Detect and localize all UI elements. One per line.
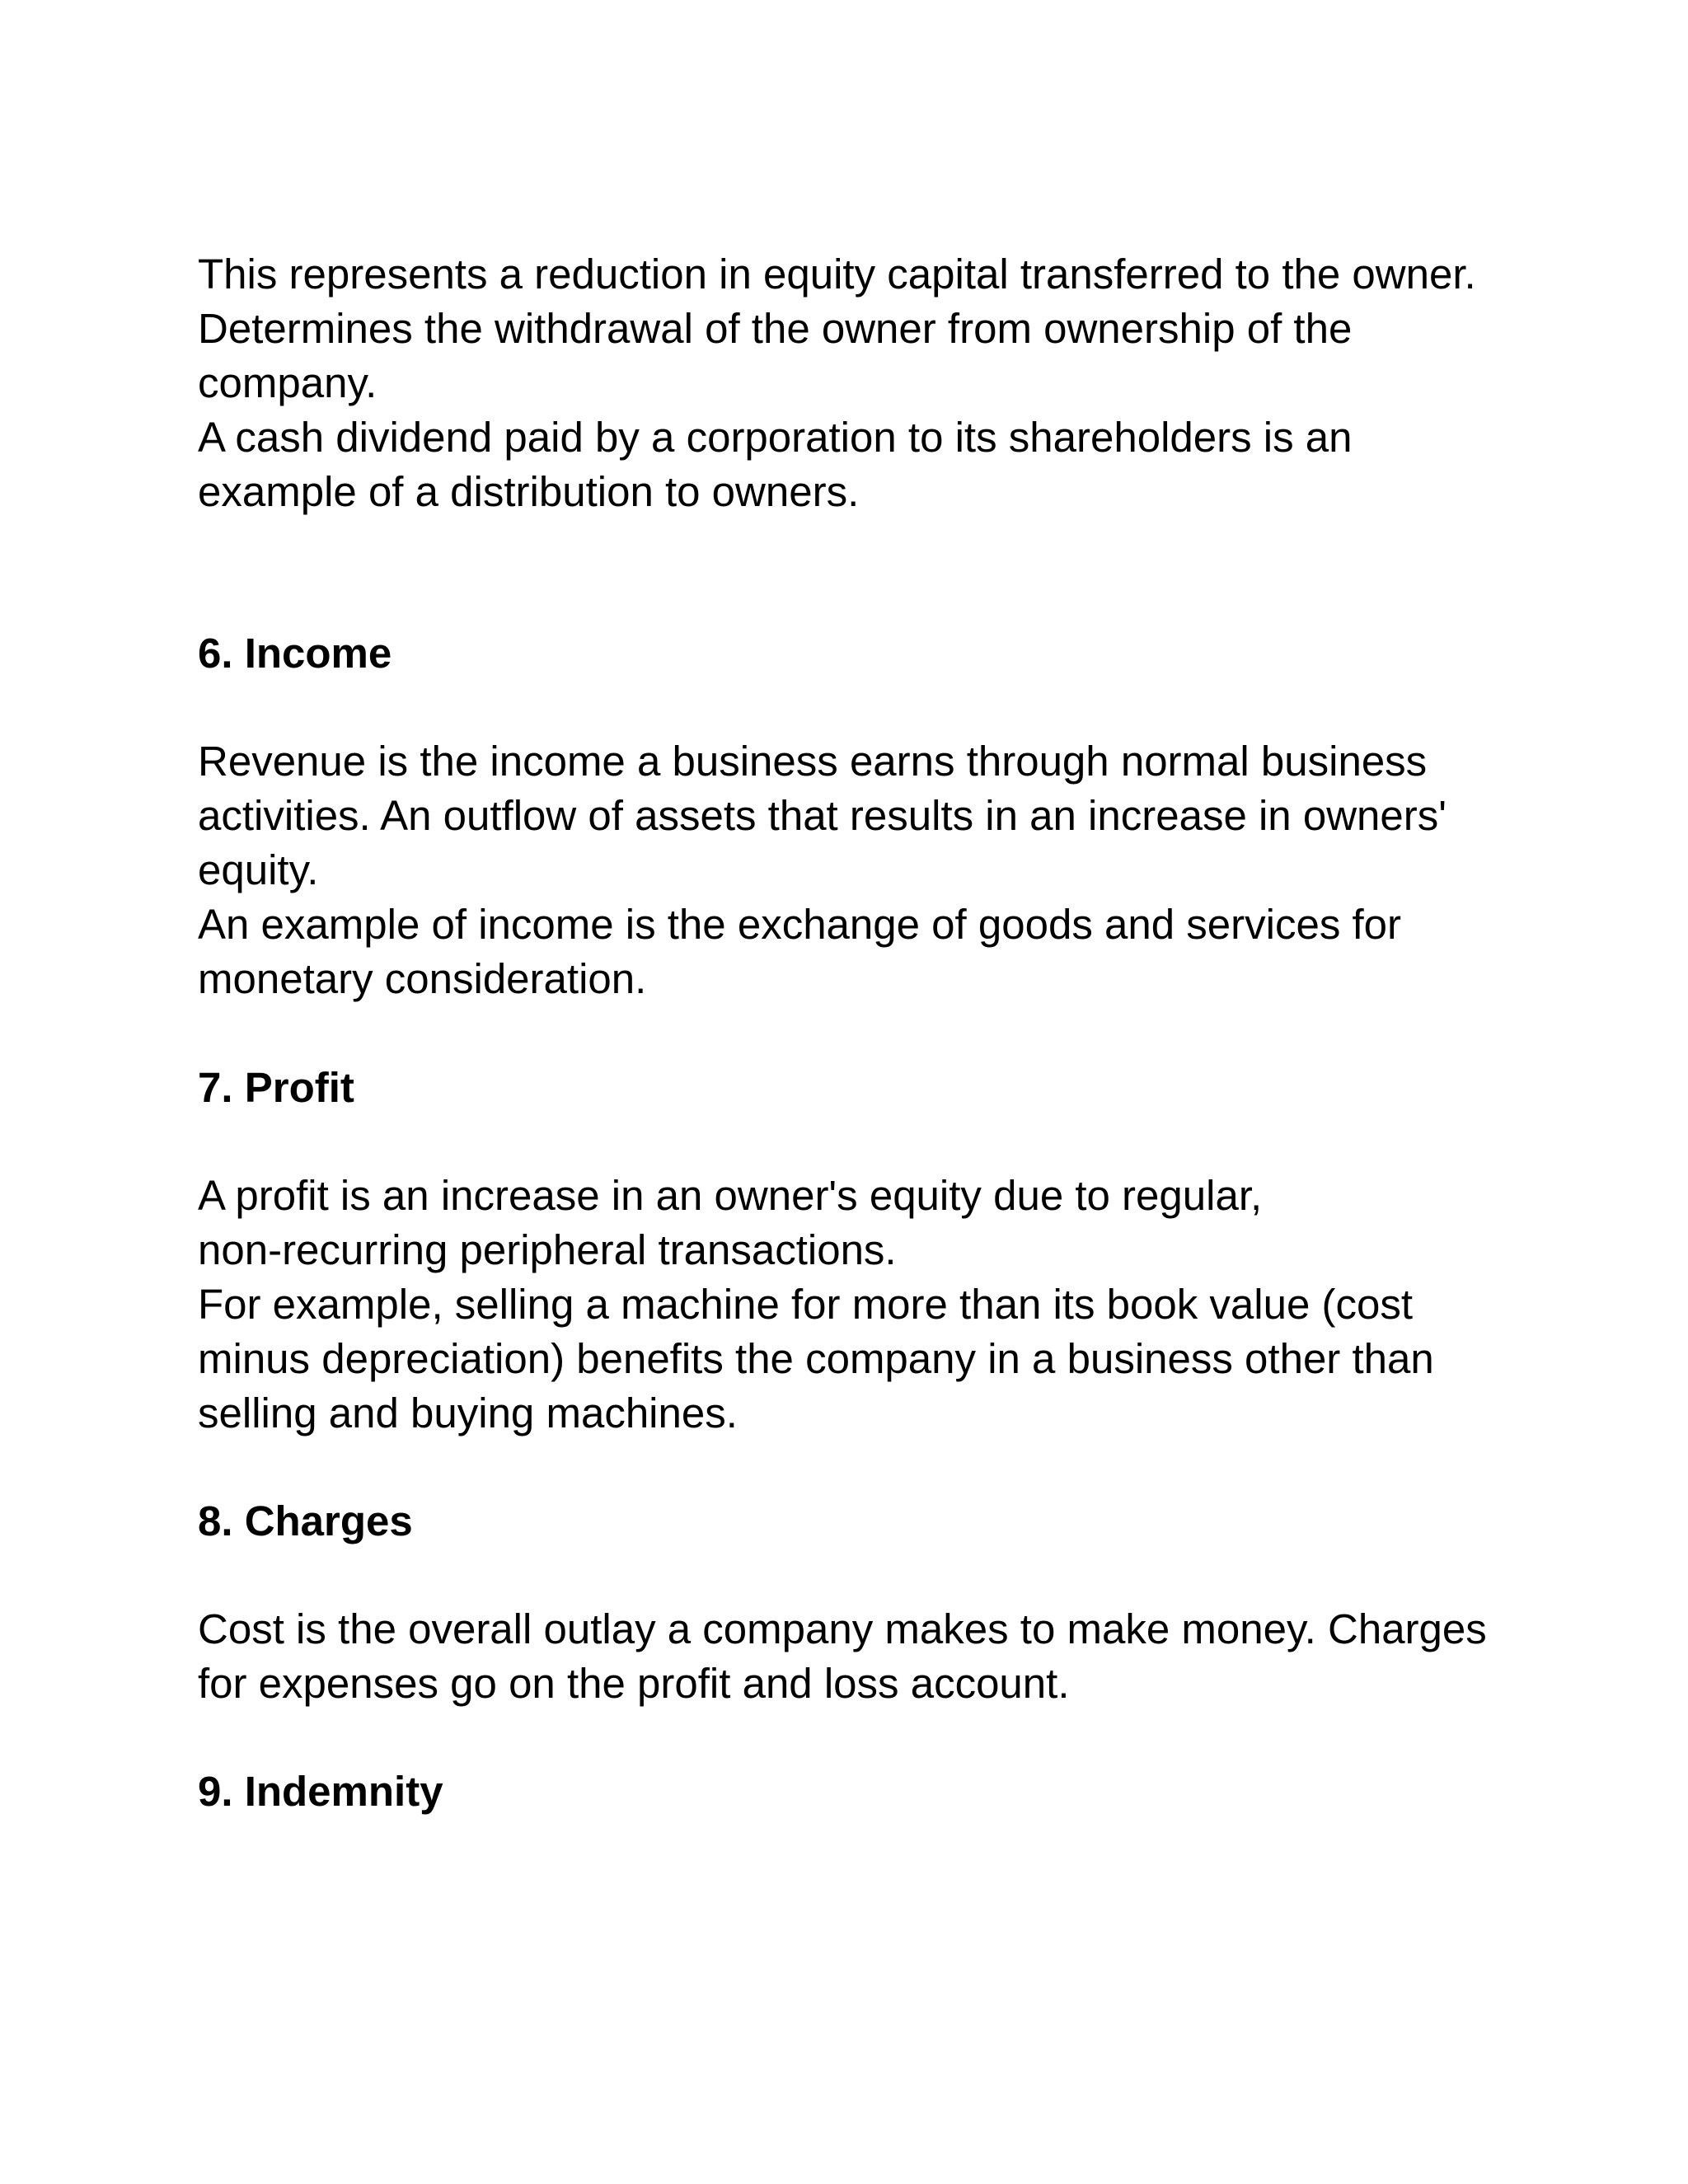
charges-heading: 8. Charges	[198, 1497, 413, 1544]
paragraph-line: activities. An outflow of assets that results in an increase in owners'	[198, 792, 1447, 839]
paragraph-line: example of a distribution to owners.	[198, 468, 860, 515]
paragraph-line: Determines the withdrawal of the owner from ownership of the	[198, 305, 1353, 352]
paragraph-line: An example of income is the exchange of goods and services for	[198, 901, 1401, 948]
profit-heading: 7. Profit	[198, 1064, 354, 1111]
paragraph-line: For example, selling a machine for more than its book value (cost	[198, 1281, 1414, 1328]
paragraph-line: monetary consideration.	[198, 955, 647, 1002]
paragraph-line: Cost is the overall outlay a company makes to make money. Charges	[198, 1605, 1487, 1652]
paragraph-line: Revenue is the income a business earns through normal business	[198, 738, 1428, 785]
income-heading: 6. Income	[198, 630, 392, 677]
paragraph-line: A cash dividend paid by a corporation to its shareholders is an	[198, 414, 1353, 461]
paragraph-line: equity.	[198, 846, 319, 893]
paragraph-line: non-recurring peripheral transactions.	[198, 1226, 897, 1273]
paragraph-line: for expenses go on the profit and loss account.	[198, 1660, 1070, 1707]
paragraph-line: minus depreciation) benefits the company in a business other than	[198, 1335, 1434, 1382]
indemnity-heading: 9. Indemnity	[198, 1768, 443, 1815]
paragraph-line: selling and buying machines.	[198, 1390, 738, 1436]
paragraph-line: This represents a reduction in equity capital transferred to the owner.	[198, 251, 1476, 298]
paragraph-line: company.	[198, 359, 377, 406]
paragraph-line: A profit is an increase in an owner's equity due to regular,	[198, 1172, 1263, 1219]
